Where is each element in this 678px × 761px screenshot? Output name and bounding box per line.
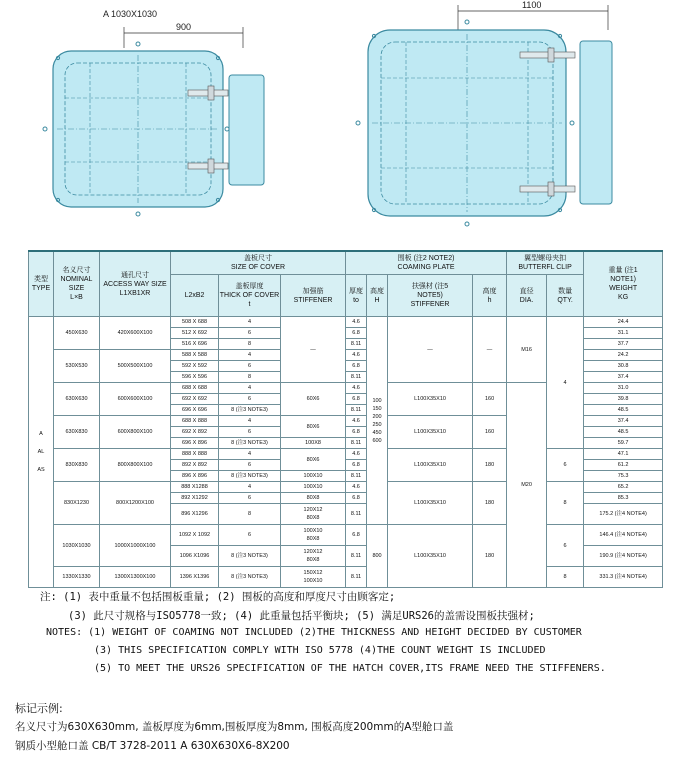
weight-cell: 48.5 (584, 427, 663, 438)
to-cell: 6.8 (346, 493, 367, 504)
nominal-cell: 450X630 (54, 317, 100, 350)
weight-cell: 65.2 (584, 482, 663, 493)
weight-cell: 61.2 (584, 460, 663, 471)
thick-cell: 8 (注3 NOTE3) (219, 546, 281, 567)
coaming-stiffener-cell: L100X35X10 (388, 416, 473, 449)
example-block (15, 700, 675, 758)
stiffener-cell: 100X8 (281, 438, 346, 449)
weight-cell: 85.3 (584, 493, 663, 504)
qty-cell: 4 (547, 317, 584, 449)
header-clip-group: 翼型螺母夹扣 BUTTERFL CLIP (507, 251, 584, 275)
header-h: 高度 H (367, 275, 388, 317)
l2b2-cell: 688 X 688 (171, 383, 219, 394)
h-cell-large: 800 (367, 525, 388, 588)
l2b2-cell: 892 X 892 (171, 460, 219, 471)
weight-cell: 47.1 (584, 449, 663, 460)
access-cell: 800X800X100 (100, 449, 171, 482)
note-line-1: 注: (1) 表中重量不包括围板重量; (2) 围板的高度和厚度尺寸由顾客定; (40, 591, 396, 603)
l2b2-cell: 896 X1296 (171, 504, 219, 525)
to-cell: 8.11 (346, 372, 367, 383)
header-access: 通孔尺寸 ACCESS WAY SIZE L1XB1XR (100, 251, 171, 317)
h2-cell: 180 (473, 449, 507, 482)
header-cover-group: 盖板尺寸 SIZE OF COVER (171, 251, 346, 275)
to-cell: 6.8 (346, 427, 367, 438)
to-cell: 6.8 (346, 361, 367, 372)
l2b2-cell: 512 X 692 (171, 328, 219, 339)
l2b2-cell: 888 X1288 (171, 482, 219, 493)
thick-cell: 6 (219, 460, 281, 471)
table-row (29, 525, 663, 546)
access-cell: 500X500X100 (100, 350, 171, 383)
left-dimension (124, 22, 243, 48)
weight-cell: 146.4 (注4 NOTE4) (584, 525, 663, 546)
h2-cell: 160 (473, 383, 507, 416)
thick-cell: 8 (219, 504, 281, 525)
h-cell: 100 150 200 250 450 600 (367, 317, 388, 525)
weight-cell: 37.4 (584, 416, 663, 427)
qty-cell: 8 (547, 567, 584, 588)
weight-cell: 24.2 (584, 350, 663, 361)
thick-cell: 8 (219, 372, 281, 383)
right-dimension (458, 0, 608, 30)
nominal-cell: 1030X1030 (54, 525, 100, 567)
note-line-2: (3) 此尺寸规格与ISO5778一致; (4) 此重量包括平衡块; (5) 满足URS26的盖需设围板扶强材; (68, 610, 535, 622)
l2b2-cell: 692 X 692 (171, 394, 219, 405)
svg-text:900: 900 (176, 22, 192, 32)
thick-cell: 8 (219, 339, 281, 350)
dia-cell: M16 (507, 317, 547, 383)
thick-cell: 4 (219, 416, 281, 427)
weight-cell: 31.1 (584, 328, 663, 339)
table-row (29, 482, 663, 493)
access-cell: 600X600X100 (100, 383, 171, 416)
right-hatch-cover (356, 20, 612, 226)
to-cell: 4.6 (346, 416, 367, 427)
dia-cell: M20 (507, 383, 547, 588)
to-cell: 8.11 (346, 567, 367, 588)
l2b2-cell: 692 X 892 (171, 427, 219, 438)
table-row (29, 567, 663, 588)
l2b2-cell: 1092 X 1092 (171, 525, 219, 546)
stiffener-cell: 100X10 (281, 482, 346, 493)
weight-cell: 37.7 (584, 339, 663, 350)
type-cell: A AL AS (29, 317, 54, 588)
header-type: 类型 TYPE (29, 251, 54, 317)
thick-cell: 6 (219, 328, 281, 339)
weight-cell: 175.2 (注4 NOTE4) (584, 504, 663, 525)
access-cell: 600X800X100 (100, 416, 171, 449)
thick-cell: 4 (219, 449, 281, 460)
thick-cell: 6 (219, 361, 281, 372)
header-coaming-group: 围板 (注2 NOTE2) COAMING PLATE (346, 251, 507, 275)
header-h2: 高度 h (473, 275, 507, 317)
weight-cell: 37.4 (584, 372, 663, 383)
to-cell: 8.11 (346, 438, 367, 449)
weight-cell: 31.0 (584, 383, 663, 394)
access-cell: 420X600X100 (100, 317, 171, 350)
l2b2-cell: 516 X 696 (171, 339, 219, 350)
thick-cell: 6 (219, 493, 281, 504)
l2b2-cell: 896 X 896 (171, 471, 219, 482)
to-cell: 4.6 (346, 383, 367, 394)
thick-cell: 4 (219, 482, 281, 493)
thick-cell: 6 (219, 525, 281, 546)
example-line-1: 名义尺寸为630X630mm, 盖板厚度为6mm,围板厚度为8mm, 围板高度200mm的A型舱口盖 (15, 721, 454, 733)
stiffener-cell: 80X6 (281, 416, 346, 438)
l2b2-cell: 888 X 888 (171, 449, 219, 460)
l2b2-cell: 696 X 696 (171, 405, 219, 416)
l2b2-cell: 696 X 896 (171, 438, 219, 449)
qty-cell: 6 (547, 449, 584, 482)
coaming-stiffener-cell: L100X35X10 (388, 482, 473, 525)
thick-cell: 6 (219, 394, 281, 405)
nominal-cell: 630X830 (54, 416, 100, 449)
left-drawing-label: A 1030X1030 (103, 9, 158, 19)
weight-cell: 59.7 (584, 438, 663, 449)
stiffener-cell: 100X10 (281, 471, 346, 482)
l2b2-cell: 592 X 592 (171, 361, 219, 372)
to-cell: 6.8 (346, 328, 367, 339)
thick-cell: 8 (注3 NOTE3) (219, 567, 281, 588)
thick-cell: 8 (注3 NOTE3) (219, 405, 281, 416)
thick-cell: 8 (注3 NOTE3) (219, 471, 281, 482)
coaming-stiffener-cell: L100X35X10 (388, 449, 473, 482)
l2b2-cell: 508 X 688 (171, 317, 219, 328)
example-title: 标记示例: (15, 702, 63, 715)
to-cell: 8.11 (346, 546, 367, 567)
hatch-cover-drawings (0, 0, 678, 240)
thick-cell: 6 (219, 427, 281, 438)
h2-cell: 180 (473, 482, 507, 525)
header-l2b2: L2xB2 (171, 275, 219, 317)
header-weight: 重量 (注1 NOTE1) WEIGHT KG (584, 251, 663, 317)
spec-table (28, 250, 663, 588)
thick-cell: 4 (219, 383, 281, 394)
stiffener-cell: 60X6 (281, 383, 346, 416)
thick-cell: 4 (219, 317, 281, 328)
table-row (29, 449, 663, 460)
l2b2-cell: 892 X1292 (171, 493, 219, 504)
stiffener-cell: 100X10 80X8 (281, 525, 346, 546)
table-row (29, 317, 663, 328)
thick-cell: 4 (219, 350, 281, 361)
thick-cell: 8 (注3 NOTE3) (219, 438, 281, 449)
l2b2-cell: 688 X 888 (171, 416, 219, 427)
to-cell: 6.8 (346, 394, 367, 405)
weight-cell: 48.5 (584, 405, 663, 416)
note-line-3: NOTES: (1) WEIGHT OF COAMING NOT INCLUDED (2)THE THICKNESS AND HEIGHT DECIDED BY CUSTOMER (46, 627, 582, 638)
weight-cell: 331.3 (注4 NOTE4) (584, 567, 663, 588)
to-cell: 4.6 (346, 317, 367, 328)
to-cell: 4.6 (346, 449, 367, 460)
nominal-cell: 1330X1330 (54, 567, 100, 588)
to-cell: 8.11 (346, 504, 367, 525)
header-coaming-stiffener: 扶强材 (注5 NOTE5) STIFFENER (388, 275, 473, 317)
stiffener-cell: 80X8 (281, 493, 346, 504)
to-cell: 6.8 (346, 460, 367, 471)
l2b2-cell: 596 X 596 (171, 372, 219, 383)
coaming-stiffener-cell: — (388, 317, 473, 383)
l2b2-cell: 1396 X1396 (171, 567, 219, 588)
weight-cell: 190.9 (注4 NOTE4) (584, 546, 663, 567)
stiffener-cell: 120X12 80X8 (281, 504, 346, 525)
qty-cell: 8 (547, 482, 584, 525)
to-cell: 4.6 (346, 482, 367, 493)
nominal-cell: 530X530 (54, 350, 100, 383)
header-nominal: 名义尺寸 NOMINAL SIZE L×B (54, 251, 100, 317)
to-cell: 8.11 (346, 339, 367, 350)
l2b2-cell: 588 X 588 (171, 350, 219, 361)
stiffener-cell: 150X12 100X10 (281, 567, 346, 588)
weight-cell: 30.8 (584, 361, 663, 372)
to-cell: 4.6 (346, 350, 367, 361)
header-qty: 数量 QTY. (547, 275, 584, 317)
nominal-cell: 830X830 (54, 449, 100, 482)
h2-cell: — (473, 317, 507, 383)
weight-cell: 24.4 (584, 317, 663, 328)
stiffener-cell: 80X6 (281, 449, 346, 471)
to-cell: 8.11 (346, 405, 367, 416)
header-to: 厚度 to (346, 275, 367, 317)
svg-text:1100: 1100 (522, 0, 542, 10)
access-cell: 1000X1000X100 (100, 525, 171, 567)
notes-block (40, 589, 670, 679)
access-cell: 800X1200X100 (100, 482, 171, 525)
header-dia: 直径 DIA. (507, 275, 547, 317)
weight-cell: 75.3 (584, 471, 663, 482)
qty-cell: 6 (547, 525, 584, 567)
header-stiffener: 加强筋 STIFFENER (281, 275, 346, 317)
note-line-4: (3) THIS SPECIFICATION COMPLY WITH ISO 5778 (4)THE COUNT WEIGHT IS INCLUDED (94, 645, 546, 656)
nominal-cell: 830X1230 (54, 482, 100, 525)
to-cell: 8.11 (346, 471, 367, 482)
h2-cell: 180 (473, 525, 507, 588)
h2-cell: 160 (473, 416, 507, 449)
coaming-stiffener-cell: L100X35X10 (388, 525, 473, 588)
weight-cell: 39.8 (584, 394, 663, 405)
to-cell: 6.8 (346, 525, 367, 546)
header-thick: 盖板厚度 THICK OF COVER t (219, 275, 281, 317)
nominal-cell: 630X630 (54, 383, 100, 416)
stiffener-cell: 120X12 80X8 (281, 546, 346, 567)
stiffener-cell: — (281, 317, 346, 383)
access-cell: 1300X1300X100 (100, 567, 171, 588)
l2b2-cell: 1096 X1096 (171, 546, 219, 567)
left-hatch-cover (43, 42, 264, 216)
note-line-5: (5) TO MEET THE URS26 SPECIFICATION OF THE HATCH COVER,ITS FRAME NEED THE STIFFENERS. (94, 663, 606, 674)
example-line-2: 钢质小型舱口盖 CB/T 3728-2011 A 630X630X6-8X200 (15, 740, 290, 752)
coaming-stiffener-cell: L100X35X10 (388, 383, 473, 416)
